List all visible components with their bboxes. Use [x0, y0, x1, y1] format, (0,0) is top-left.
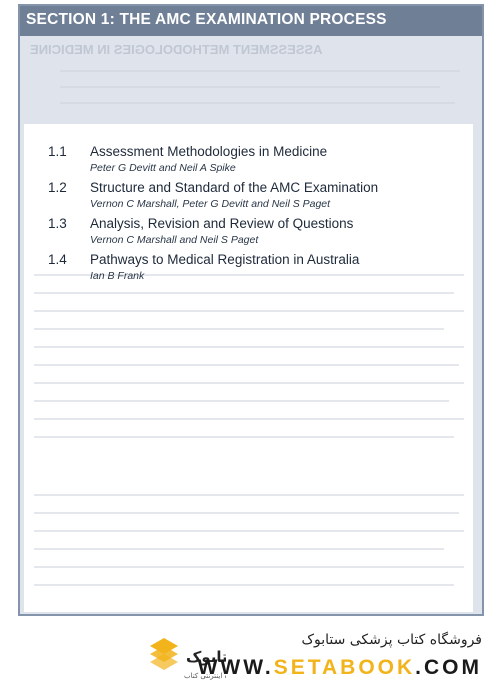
toc-entry-authors: Peter G Devitt and Neil A Spike	[90, 162, 236, 174]
show-through-line	[34, 382, 464, 384]
toc-entry-title: Pathways to Medical Registration in Australia	[90, 252, 360, 267]
show-through-line	[34, 418, 464, 420]
show-through-line	[34, 530, 464, 532]
toc-entry[interactable]	[48, 180, 468, 210]
toc-entry-number: 1.3	[48, 216, 67, 231]
show-through-line	[34, 364, 459, 366]
url-brand: SETABOOK	[273, 656, 416, 679]
toc-entry-number: 1.2	[48, 180, 67, 195]
toc-entry-title: Structure and Standard of the AMC Examination	[90, 180, 379, 195]
show-through-line	[34, 292, 454, 294]
show-through-line	[60, 102, 455, 104]
url-prefix: WWW.	[197, 656, 274, 679]
show-through-line	[34, 328, 444, 330]
show-through-line	[60, 70, 460, 72]
toc-entry-title: Assessment Methodologies in Medicine	[90, 144, 328, 159]
show-through-line	[34, 346, 464, 348]
toc-entry-number: 1.4	[48, 252, 67, 267]
show-through-line	[34, 310, 464, 312]
table-of-contents	[48, 144, 468, 288]
toc-entry-authors: Vernon C Marshall and Neil S Paget	[90, 234, 259, 246]
show-through-line	[34, 400, 449, 402]
section-header	[20, 6, 482, 36]
document-page	[18, 4, 484, 616]
show-through-line	[34, 494, 464, 496]
show-through-line	[34, 512, 459, 514]
toc-entry[interactable]	[48, 252, 468, 282]
toc-entry[interactable]	[48, 216, 468, 246]
url-suffix: .COM	[415, 656, 482, 679]
store-name: فروشگاه کتاب پزشکی ستابوک	[301, 632, 482, 648]
show-through-line	[34, 566, 464, 568]
section-title: SECTION 1: THE AMC EXAMINATION PROCESS	[26, 11, 387, 28]
show-through-line	[34, 548, 444, 550]
show-through-line	[34, 584, 454, 586]
store-url-link[interactable]	[198, 656, 482, 680]
show-through-line	[60, 86, 440, 88]
toc-entry-number: 1.1	[48, 144, 67, 159]
toc-entry-authors: Vernon C Marshall, Peter G Devitt and Neil S Paget	[90, 198, 331, 210]
svg-text:فروشگاه اینترنتی کتاب: اینترنتی کتاب	[184, 672, 223, 680]
toc-entry[interactable]	[48, 144, 468, 174]
toc-entry-title: Analysis, Revision and Review of Questions	[90, 216, 354, 231]
show-through-line	[34, 436, 454, 438]
mirrored-show-through-heading: ASSESSMENT METHODOLOGIES IN MEDICINE	[30, 42, 323, 57]
svg-text:ستابوک: ابوک	[186, 648, 223, 666]
toc-entry-authors: Ian B Frank	[90, 270, 145, 282]
